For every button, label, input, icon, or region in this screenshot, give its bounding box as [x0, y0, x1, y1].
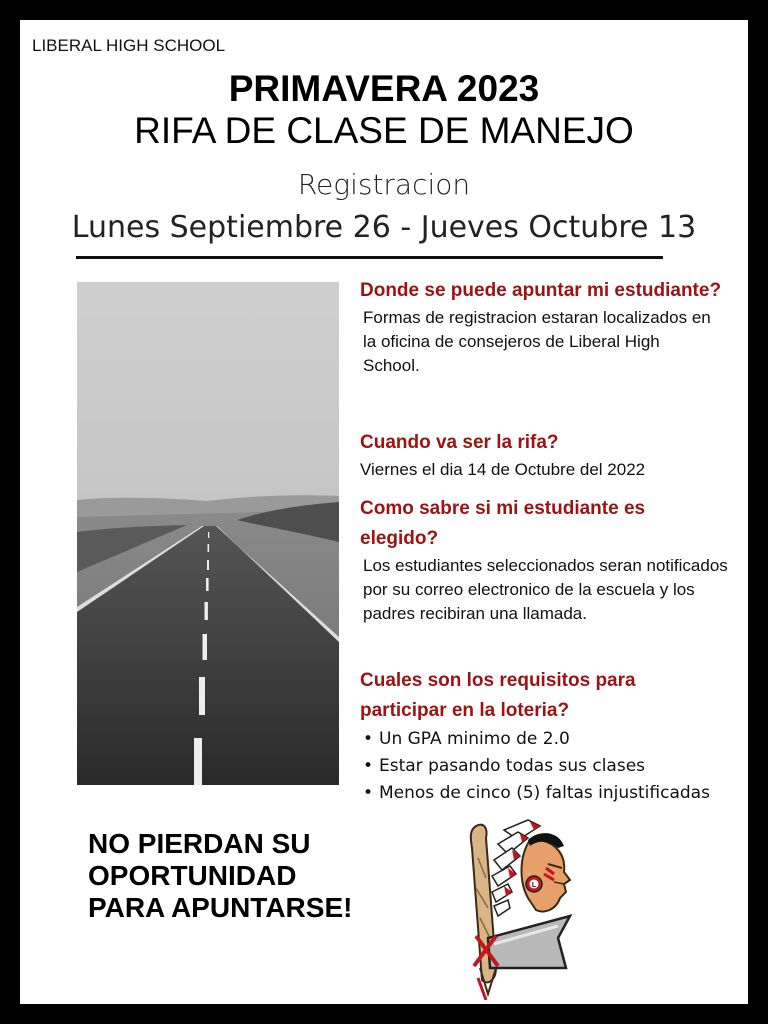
- bullet-icon: •: [363, 729, 374, 749]
- section-question: Como sabre si mi estudiante es elegido?: [360, 498, 646, 549]
- requirement-text: Estar pasando todas sus clases: [379, 756, 646, 776]
- requirement-text: Un GPA minimo de 2.0: [379, 729, 570, 749]
- info-section: [360, 276, 721, 378]
- flyer-title-event: RIFA DE CLASE DE MANEJO: [134, 110, 634, 151]
- info-section: [360, 666, 710, 807]
- header-divider: [76, 256, 663, 259]
- section-question: Cuando va ser la rifa?: [360, 432, 559, 453]
- flyer-page: [20, 20, 748, 1004]
- registration-label: Registracion: [297, 168, 471, 201]
- svg-text:L: L: [531, 882, 537, 889]
- registration-dates: Lunes Septiembre 26 - Jueves Octubre 13: [71, 210, 697, 245]
- section-answer: Formas de registracion estaran localizados en la oficina de consejeros de Liberal High School.: [363, 308, 711, 375]
- section-answer: Los estudiantes seleccionados seran notificados por su correo electronico de la escuela y los padres recibiran una llamada.: [363, 556, 728, 623]
- school-name: LIBERAL HIGH SCHOOL: [32, 36, 226, 55]
- info-section: [360, 428, 645, 482]
- call-to-action: NO PIERDAN SU OPORTUNIDAD PARA APUNTARSE!: [88, 828, 353, 923]
- bullet-icon: •: [363, 756, 374, 776]
- section-answer: Viernes el dia 14 de Octubre del 2022: [360, 460, 646, 479]
- list-item: [363, 780, 710, 807]
- list-item: [363, 726, 710, 753]
- road-photo: [77, 282, 339, 785]
- requirement-text: Menos de cinco (5) faltas injustificadas: [379, 783, 710, 803]
- bullet-icon: •: [363, 783, 374, 803]
- section-question: Donde se puede apuntar mi estudiante?: [360, 280, 722, 301]
- mascot-logo: [458, 818, 588, 1000]
- flyer-title-season: PRIMAVERA 2023: [228, 68, 540, 109]
- list-item: [363, 753, 710, 780]
- info-section: [360, 494, 738, 626]
- requirements-list: [360, 726, 710, 807]
- section-question: Cuales son los requisitos para participar en la loteria?: [360, 670, 636, 721]
